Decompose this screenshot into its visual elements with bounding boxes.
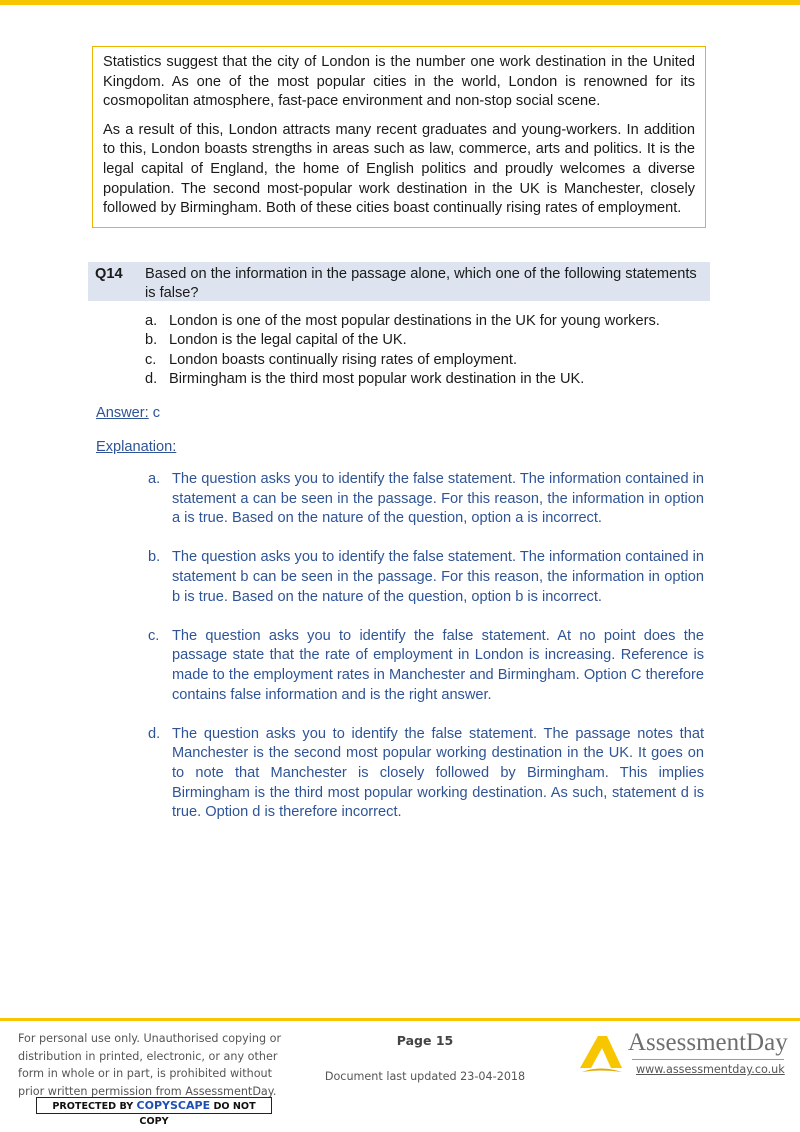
option-letter: c. <box>145 351 157 368</box>
brand-divider <box>632 1059 784 1060</box>
assessmentday-logo-icon <box>578 1032 623 1076</box>
copyright-disclaimer: For personal use only. Unauthorised copying or distribution in printed, electronic, or any other form in whole or in part, is prohibited without prior written permission from AssessmentDay. <box>18 1032 282 1098</box>
explanation-item-a <box>148 470 704 529</box>
answer-value: c <box>152 405 161 421</box>
option-letter: a. <box>145 313 158 329</box>
copyscape-suffix: DO NOT COPY <box>139 1101 256 1127</box>
question-number: Q14 <box>95 266 123 282</box>
option-text: Birmingham is the third most popular work destination in the UK. <box>169 371 585 388</box>
explanation-label: Explanation: <box>96 439 177 455</box>
copyscape-prefix: PROTECTED BY <box>52 1101 134 1112</box>
answer-label: Answer: <box>96 405 149 421</box>
question-text: Based on the information in the passage alone, which one of the following statements is false? <box>145 266 697 301</box>
option-a <box>145 312 705 331</box>
explanation-text: The question asks you to identify the false statement. The information contained in statement a can be seen in the passage. For this reason, the information in option a is true. Based on the nature of the question, option a is incorrect. <box>172 471 704 527</box>
answer-line <box>96 404 160 423</box>
explanation-letter: a. <box>148 471 161 487</box>
passage-box <box>92 46 706 228</box>
explanation-letter: c. <box>148 627 160 644</box>
explanation-letter: b. <box>148 549 161 566</box>
page-number: Page 15 <box>396 1033 454 1048</box>
explanation-text: The question asks you to identify the false statement. The passage notes that Manchester is the second most popular working destination in the UK. It goes on to note that Manchester is closely followed by Birmingham. This implies Birmingham is the third most popular working destination. As such, statement d is true. Option d is therefore incorrect. <box>172 725 704 821</box>
explanation-text: The question asks you to identify the false statement. The information contained in statement b can be seen in the passage. For this reason, the information in option b is true. Based on the nature of the question, option b is incorrect. <box>172 549 704 605</box>
copyscape-badge[interactable] <box>36 1097 272 1127</box>
explanation-letter: d. <box>148 725 161 742</box>
option-letter: b. <box>145 332 158 349</box>
option-d <box>145 370 705 389</box>
explanation-list <box>148 470 704 842</box>
passage-paragraph-2: As a result of this, London attracts many recent graduates and young-workers. In addition to this, London boasts strengths in areas such as law, commerce, arts and politics. It is the legal capital of England, the home of English politics and proudly welcomes a diverse population. The second most-popular work destination in the UK is Manchester, closely followed by Birmingham. Both of these cities boast continually rising rates of employment. <box>103 121 695 217</box>
option-b <box>145 331 705 350</box>
brand-name: AssessmentDay <box>628 1029 788 1056</box>
passage-paragraph-1: Statistics suggest that the city of London is the number one work destination in the United Kingdom. As one of the most popular cities in the world, London is renowned for its cosmopolitan atmosphere, fast-pace environment and non-stop social scene. <box>103 54 695 110</box>
last-updated: Document last updated 23-04-2018 <box>324 1070 526 1083</box>
option-text: London is the legal capital of the UK. <box>169 332 407 349</box>
option-text: London is one of the most popular destinations in the UK for young workers. <box>169 313 660 329</box>
explanation-text: The question asks you to identify the false statement. At no point does the passage state that the rate of employment in London is increasing. Reference is made to the employment rates in Manchester and Birmingham. Option C therefore contains false information and is the right answer. <box>172 627 704 703</box>
copyscape-brand: COPYSCAPE <box>136 1099 211 1112</box>
explanation-item-b <box>148 548 704 607</box>
option-text: London boasts continually rising rates of employment. <box>169 351 518 368</box>
brand-website-link[interactable]: www.assessmentday.co.uk <box>636 1063 785 1076</box>
option-c <box>145 351 705 370</box>
option-letter: d. <box>145 371 158 388</box>
question-header <box>88 262 710 301</box>
answer-options <box>145 312 705 390</box>
footer-accent-bar <box>0 1018 800 1021</box>
explanation-item-d <box>148 725 704 823</box>
explanation-item-c <box>148 627 704 705</box>
top-accent-bar <box>0 0 800 5</box>
